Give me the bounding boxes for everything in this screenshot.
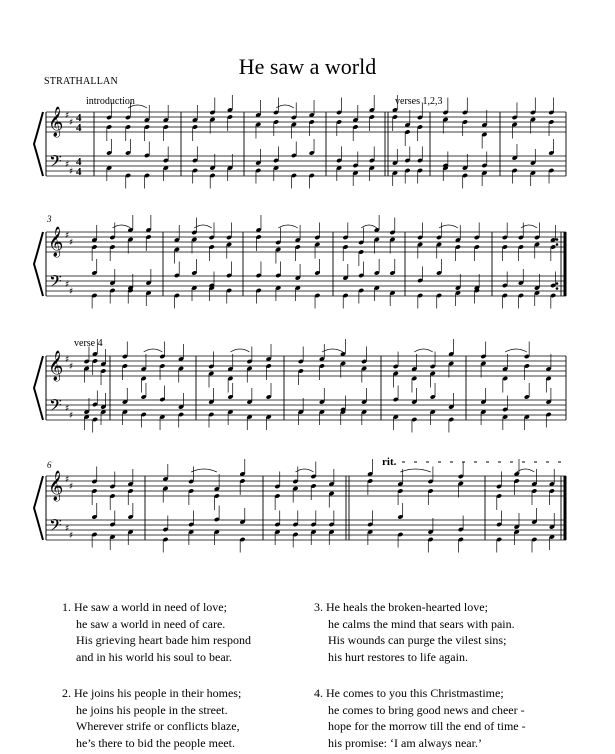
rit-marking: rit. <box>382 456 397 468</box>
svg-text:♯: ♯ <box>69 167 74 177</box>
system-2 <box>34 215 566 309</box>
verse-line: 1. He saw a world in need of love; <box>62 600 227 614</box>
verse-line: he calms the mind that sears with pain. <box>328 616 515 631</box>
svg-text:♯: ♯ <box>69 362 74 372</box>
treble-staff <box>46 232 566 252</box>
treble-staff <box>46 112 566 132</box>
svg-text:♯: ♯ <box>69 118 74 128</box>
bass-staff <box>46 520 566 540</box>
notes <box>84 339 552 433</box>
key-signature <box>65 231 73 297</box>
brace <box>34 356 43 420</box>
svg-text:♯: ♯ <box>65 160 70 170</box>
treble-staff <box>46 476 566 496</box>
system-3 <box>34 339 566 433</box>
verses-label: verses 1,2,3 <box>395 96 443 107</box>
system-4 <box>34 459 566 553</box>
verse-1 <box>62 599 251 665</box>
notes <box>91 459 555 553</box>
svg-text:♯: ♯ <box>65 475 70 485</box>
svg-text:♯: ♯ <box>65 111 70 121</box>
verse-line: Wherever strife or conflicts blaze, <box>76 719 240 733</box>
treble-clef-icon: 𝄞 <box>48 227 64 257</box>
verse-line: his hurt restores to life again. <box>328 649 468 664</box>
svg-text:♯: ♯ <box>65 524 70 534</box>
svg-text:♯: ♯ <box>65 355 70 365</box>
bass-staff <box>46 276 566 296</box>
svg-text:♯: ♯ <box>69 531 74 541</box>
verse-4 <box>314 685 526 751</box>
bass-staff <box>46 156 566 176</box>
verse-line: His wounds can purge the vilest sins; <box>328 633 507 647</box>
verse-line: he joins his people in the street. <box>76 702 228 717</box>
verse-line: hope for the morrow till the end of time - <box>328 719 526 733</box>
svg-text:♯: ♯ <box>65 280 70 290</box>
verse-line: 2. He joins his people in their homes; <box>62 686 242 700</box>
key-signature <box>65 355 73 421</box>
verse-line: he’s there to bid the people meet. <box>76 735 235 750</box>
verse-line: 3. He heals the broken-hearted love; <box>314 600 488 614</box>
verse-line: and in his world his soul to bear. <box>76 649 232 664</box>
svg-text:4: 4 <box>76 112 82 124</box>
time-signature <box>76 112 82 178</box>
svg-text:♯: ♯ <box>69 482 74 492</box>
treble-clef-icon: 𝄞 <box>48 351 64 381</box>
notes <box>106 95 554 189</box>
verse4-label: verse 4 <box>74 338 103 349</box>
svg-text:♯: ♯ <box>69 238 74 248</box>
brace <box>34 232 43 296</box>
measure-number-6: 6 <box>47 460 52 470</box>
svg-text:♯: ♯ <box>69 411 74 421</box>
svg-text:♯: ♯ <box>65 231 70 241</box>
bass-clef-icon: 𝄢 <box>49 515 62 539</box>
verse-3 <box>314 599 515 665</box>
notes <box>91 215 556 309</box>
system-1 <box>34 95 566 189</box>
bass-clef-icon: 𝄢 <box>49 271 62 295</box>
svg-text:4: 4 <box>76 156 82 168</box>
treble-clef-icon: 𝄞 <box>48 107 64 137</box>
key-signature <box>65 111 73 177</box>
verse-2 <box>62 685 241 751</box>
score-systems <box>34 95 566 553</box>
verse-line: 4. He comes to you this Christmastime; <box>314 686 504 700</box>
introduction-label: introduction <box>86 96 135 107</box>
bass-clef-icon: 𝄢 <box>49 151 62 175</box>
svg-text:4: 4 <box>76 122 82 134</box>
tune-name: STRATHALLAN <box>44 76 118 87</box>
svg-text:♯: ♯ <box>69 287 74 297</box>
verse-line: his promise: ‘I am always near.’ <box>328 735 482 750</box>
hymn-title: He saw a world <box>238 54 377 79</box>
verse-line: he saw a world in need of care. <box>76 616 226 631</box>
key-signature <box>65 475 73 541</box>
brace <box>34 112 43 176</box>
svg-text:♯: ♯ <box>65 404 70 414</box>
treble-clef-icon: 𝄞 <box>48 471 64 501</box>
svg-text:4: 4 <box>76 166 82 178</box>
measure-number-3: 3 <box>47 214 52 224</box>
verse-line: His grieving heart bade him respond <box>76 633 251 647</box>
bass-clef-icon: 𝄢 <box>49 395 62 419</box>
brace <box>34 476 43 540</box>
verse-line: he comes to bring good news and cheer - <box>328 702 525 717</box>
